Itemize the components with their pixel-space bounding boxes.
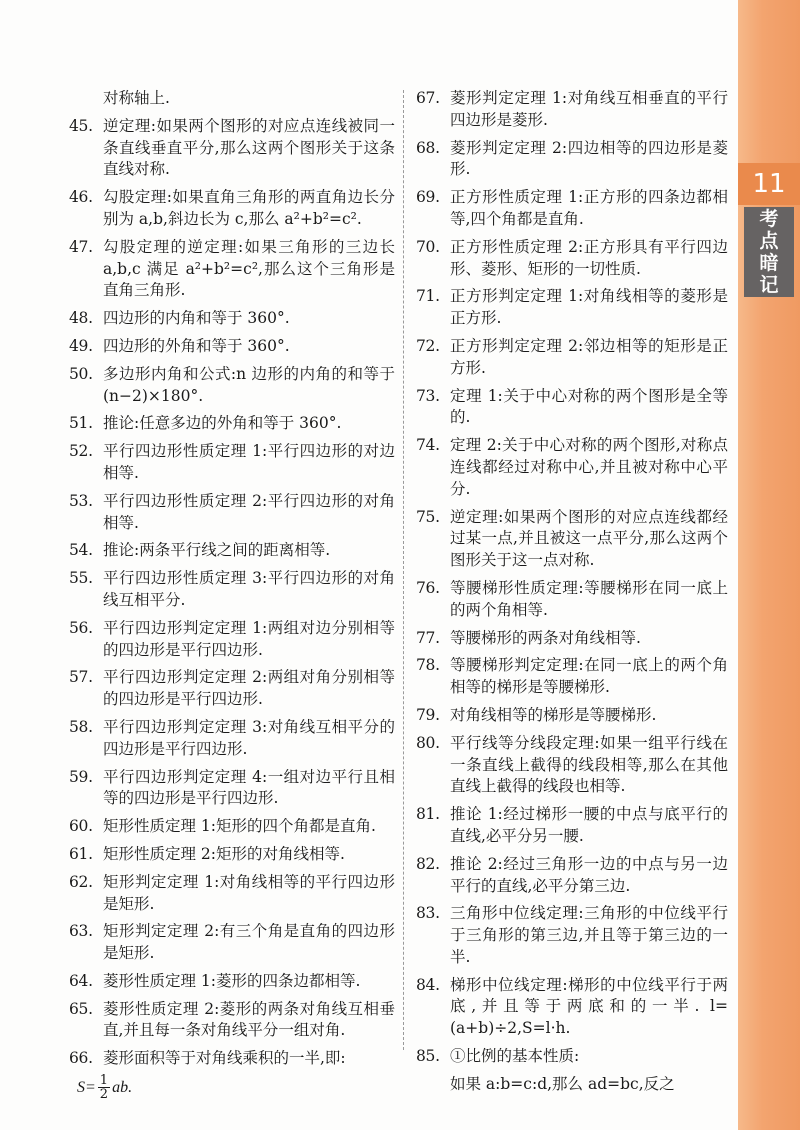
list-item: 58. 平行四边形判定定理 3:对角线互相平分的四边形是平行四边形. bbox=[69, 717, 395, 758]
list-item: 74. 定理 2:关于中心对称的两个图形,对称点连线都经过对称中心,并且被对称中心平分. bbox=[416, 436, 728, 498]
list-item: 54. 推论:两条平行线之间的距离相等. bbox=[69, 541, 331, 560]
list-item: 46. 勾股定理:如果直角三角形的两直角边长分别为 a,b,斜边长为 c,那么 a²+b²=c². bbox=[69, 188, 395, 228]
list-item: 76. 等腰梯形性质定理:等腰梯形在同一底上的两个角相等. bbox=[416, 578, 728, 619]
list-item: 69. 正方形性质定理 1:正方形的四条边都相等,四个角都是直角. bbox=[416, 188, 728, 228]
column-divider bbox=[403, 90, 404, 1050]
list-item: 82. 推论 2:经过三角形一边的中点与另一边平行的直线,必平分第三边. bbox=[416, 854, 728, 895]
list-item: 80. 平行线等分线段定理:如果一组平行线在一条直线上截得的线段相等,那么在其他直线上截得的线段也相等. bbox=[416, 733, 728, 796]
tab-label-char: 记 bbox=[759, 274, 779, 296]
list-item: 56. 平行四边形判定定理 1:两组对边分别相等的四边形是平行四边形. bbox=[69, 618, 395, 659]
tab-label-char: 点 bbox=[759, 230, 779, 252]
list-item: 73. 定理 1:关于中心对称的两个图形是全等的. bbox=[416, 386, 728, 427]
list-item: 63. 矩形判定定理 2:有三个角是直角的四边形是矩形. bbox=[69, 922, 395, 963]
list-item: 81. 推论 1:经过梯形一腰的中点与底平行的直线,必平分另一腰. bbox=[416, 805, 728, 845]
list-item: 61. 矩形性质定理 2:矩形的对角线相等. bbox=[69, 844, 345, 863]
tab-label-char: 考 bbox=[759, 208, 779, 230]
right-column bbox=[416, 88, 728, 1096]
list-item: 64. 菱形性质定理 1:菱形的四条边都相等. bbox=[69, 971, 361, 990]
list-item: 84. 梯形中位线定理:梯形的中位线平行于两底,并且等于两底和的一半. l=(a+b)÷2,S=l·h. bbox=[416, 975, 728, 1038]
list-item: 75. 逆定理:如果两个图形的对应点连线都经过某一点,并且被这一点平分,那么这两个图形关于这一点对称. bbox=[416, 507, 728, 570]
list-item: 对称轴上. bbox=[103, 89, 170, 107]
fraction: $\frac{1}{2}$ bbox=[99, 1073, 109, 1103]
list-item: 55. 平行四边形性质定理 3:平行四边形的对角线互相平分. bbox=[69, 569, 395, 609]
list-item: 47. 勾股定理的逆定理:如果三角形的三边长a,b,c 满足 a²+b²=c²,那么这个三角形是直角三角形. bbox=[69, 237, 395, 300]
chapter-number-tab: 11 bbox=[738, 163, 800, 205]
list-item: 如果 a:b=c:d,那么 ad=bc,反之 bbox=[450, 1074, 675, 1093]
tab-label-char: 暗 bbox=[759, 252, 779, 274]
left-column bbox=[69, 88, 395, 1101]
list-item: 79. 对角线相等的梯形是等腰梯形. bbox=[416, 705, 657, 724]
chapter-label-tab bbox=[744, 207, 794, 297]
rhombus-area-formula: S= $\frac{1}{2}$ ab. bbox=[77, 1073, 133, 1103]
list-item: 72. 正方形判定定理 2:邻边相等的矩形是正方形. bbox=[416, 336, 728, 377]
list-item: 85. ①比例的基本性质: bbox=[416, 1047, 580, 1066]
list-item: 50. 多边形内角和公式:n 边形的内角的和等于(n−2)×180°. bbox=[69, 364, 395, 405]
list-item: 65. 菱形性质定理 2:菱形的两条对角线互相垂直,并且每一条对角线平分一组对角. bbox=[69, 999, 395, 1040]
list-item: 71. 正方形判定定理 1:对角线相等的菱形是正方形. bbox=[416, 287, 728, 328]
list-item: 77. 等腰梯形的两条对角线相等. bbox=[416, 628, 641, 647]
list-item: 48. 四边形的内角和等于 360°. bbox=[69, 309, 290, 328]
list-item: 52. 平行四边形性质定理 1:平行四边形的对边相等. bbox=[69, 442, 395, 482]
list-item: 51. 推论:任意多边的外角和等于 360°. bbox=[69, 414, 342, 433]
list-item: 59. 平行四边形判定定理 4:一组对边平行且相等的四边形是平行四边形. bbox=[69, 767, 395, 808]
list-item: 57. 平行四边形判定定理 2:两组对角分别相等的四边形是平行四边形. bbox=[69, 668, 395, 709]
list-item: 66. 菱形面积等于对角线乘积的一半,即: bbox=[69, 1049, 346, 1068]
list-item: 62. 矩形判定定理 1:对角线相等的平行四边形是矩形. bbox=[69, 872, 395, 913]
list-item: 68. 菱形判定定理 2:四边相等的四边形是菱形. bbox=[416, 138, 728, 179]
list-item: 53. 平行四边形性质定理 2:平行四边形的对角相等. bbox=[69, 491, 395, 532]
list-item: 60. 矩形性质定理 1:矩形的四个角都是直角. bbox=[69, 817, 376, 836]
list-item: 70. 正方形性质定理 2:正方形具有平行四边形、菱形、矩形的一切性质. bbox=[416, 237, 728, 278]
list-item: 78. 等腰梯形判定定理:在同一底上的两个角相等的梯形是等腰梯形. bbox=[416, 656, 728, 697]
list-item: 45. 逆定理:如果两个图形的对应点连线被同一条直线垂直平分,那么这两个图形关于这条直线对称. bbox=[69, 116, 395, 179]
list-item: 83. 三角形中位线定理:三角形的中位线平行于三角形的第三边,并且等于第三边的一半. bbox=[416, 904, 728, 966]
list-item: 49. 四边形的外角和等于 360°. bbox=[69, 336, 290, 355]
list-item: 67. 菱形判定定理 1:对角线互相垂直的平行四边形是菱形. bbox=[416, 89, 728, 129]
